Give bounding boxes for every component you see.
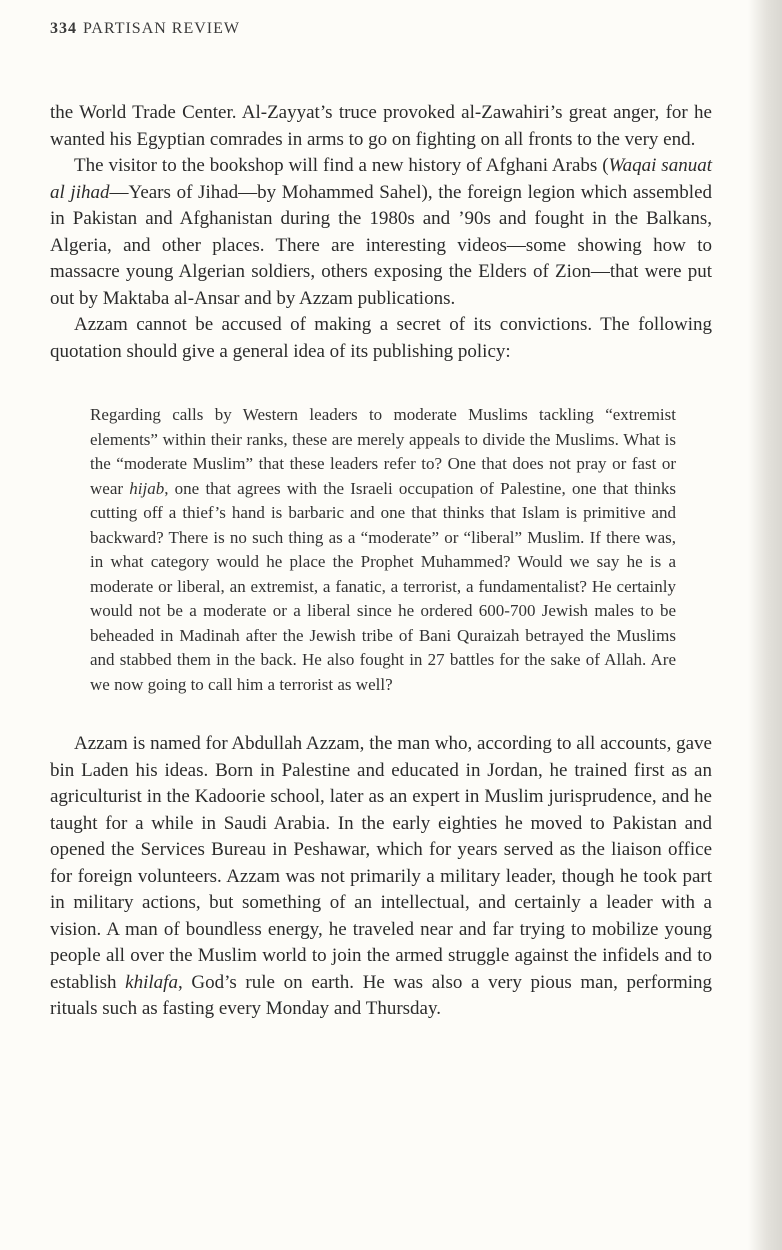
- page-number: 334: [50, 20, 77, 37]
- paragraph-2-italic-title: Waqai sanuat al jihad: [50, 155, 712, 203]
- paragraph-4-text-b: , God’s rule on earth. He was also a very pious man, performing rituals such as fasting every Monday and Thursday.: [50, 971, 713, 1019]
- quote-text-b: , one that agrees with the Israeli occupation of Palestine, one that thinks cutting off a thief’s hand is barbaric and one that thinks that Islam is primitive and backward? There is no such thing as a “moderate” or “liberal” Muslim. If there was, in what category would he place the Prophet Muhammed? Would we say he is a moderate or liberal, an extremist, a fanatic, a terrorist, a fundamentalist? He certainly would not be a moderate or a liberal since he ordered 600-700 Jewish males to be beheaded in Madinah after the Jewish tribe of Bani Quraizah betrayed the Muslims and stabbed them in the back. He also fought in 27 battles for the sake of Allah. Are we now going to call him a terrorist as well?: [90, 478, 676, 694]
- page-edge-shadow: [748, 0, 782, 1250]
- quote-text-a: Regarding calls by Western leaders to moderate Muslims tackling “extremist elements” within their ranks, these are merely appeals to divide the Muslims. What is the “moderate Muslim” that these leaders refer to? One that does not pray or fast or wear: [90, 405, 676, 498]
- paragraph-2-text-a: The visitor to the bookshop will find a new history of Afghani Arabs (: [74, 155, 609, 176]
- paragraph-1: [50, 100, 712, 153]
- paragraph-3: [50, 312, 712, 365]
- quote-italic-hijab: hijab: [129, 478, 165, 498]
- paragraph-4-text-a: Azzam is named for Abdullah Azzam, the man who, according to all accounts, gave bin Laden his ideas. Born in Palestine and educated in Jordan, he trained first as an agriculturist in the Kadoorie school, later as an expert in Muslim jurisprudence, and he taught for a while in Saudi Arabia. In the early eighties he moved to Pakistan and opened the Services Bureau in Peshawar, which for years served as the liaison office for foreign volunteers. Azzam was not primarily a military leader, though he took part in military actions, but something of an intellectual, and certainly a leader with a vision. A man of boundless energy, he traveled near and far trying to mobilize young people all over the Muslim world to join the armed struggle against the infidels and to establish: [50, 733, 712, 993]
- journal-title: PARTISAN REVIEW: [83, 20, 241, 37]
- paragraph-4: [50, 731, 712, 1023]
- paragraph-2: [50, 153, 712, 312]
- paragraph-4-italic-khilafa: khilafa: [125, 971, 178, 993]
- running-header: [50, 20, 240, 38]
- paragraph-2-text-b: —Years of Jihad—by Mohammed Sahel), the foreign legion which assembled in Pakistan and Afghanistan during the 1980s and ’90s and fought in the Balkans, Algeria, and other places. There are interesting videos—some showing how to massacre young Algerian soldiers, others exposing the Elders of Zion—that were put out by Maktaba al-Ansar and by Azzam publications.: [50, 181, 712, 309]
- block-quote: [90, 403, 676, 697]
- paragraph-1-text: the World Trade Center. Al-Zayyat’s truce provoked al-Zawahiri’s great anger, for he wanted his Egyptian comrades in arms to go on fighting on all fronts to the very end.: [50, 102, 712, 150]
- block-quote-text: [90, 403, 676, 697]
- paragraph-3-text: Azzam cannot be accused of making a secret of its convictions. The following quotation should give a general idea of its publishing policy:: [50, 314, 712, 362]
- body-text: [50, 100, 712, 1023]
